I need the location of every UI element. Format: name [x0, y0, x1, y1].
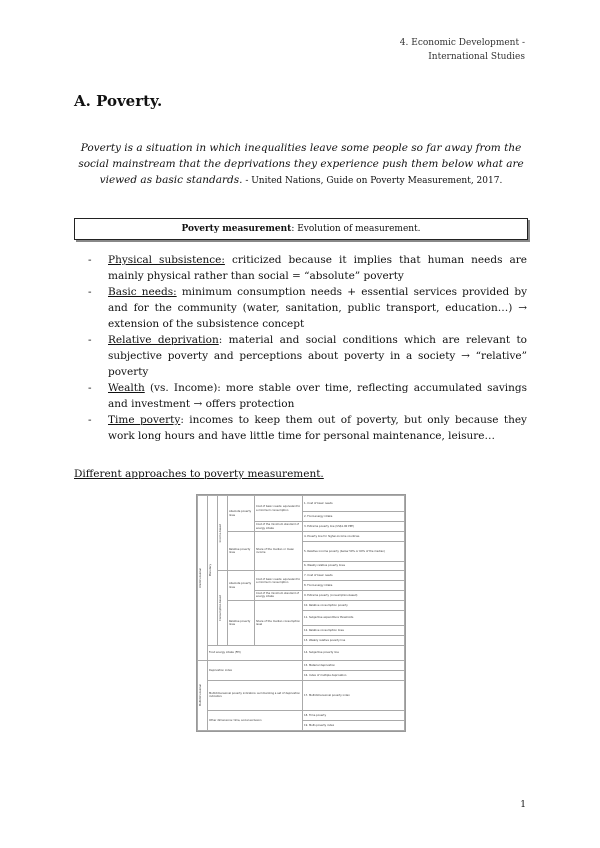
definition-term: Basic needs: [108, 286, 177, 298]
cell-item-3: 3. Extreme poverty line (US$1.90 PPP) [303, 522, 405, 532]
cell-item-13: 13. Weakly relative poverty line [303, 635, 405, 645]
cell-fei-method: Food energy intake (FEI) [208, 645, 303, 660]
cell-item-18: 18. Time poverty [303, 711, 405, 721]
section-title: A. Poverty. [74, 92, 163, 110]
box-bold: Poverty measurement [181, 224, 292, 234]
definition-item: - Time poverty: incomes to keep them out of poverty, but only because they work long hours and have little time for personal maintenance, leisure… [88, 414, 527, 442]
measurement-box [74, 218, 528, 240]
cell-deprivation-index: Deprivation index [208, 660, 303, 680]
cell-food-energy-1: Cost of the minimum standard of energy intake [255, 522, 303, 532]
cell-item-16: 16. Index of multiple deprivation [303, 670, 405, 680]
definition-text: criticized because it implies that human needs are mainly physical rather than social = “absolute” poverty [108, 254, 528, 282]
cell-multidimensional: Multidimensional [199, 684, 202, 707]
running-header [325, 36, 525, 64]
definition-item: - Wealth (vs. Income): more stable over time, reflecting accumulated savings and investment → offers protection [88, 382, 527, 410]
cell-consumption-based: Consumption-based [219, 595, 222, 621]
cell-item-1: 1. Cost of basic needs [303, 496, 405, 512]
cell-cost-needs-2: Cost of basic needs: equivalent to a minimum consumption [255, 571, 303, 591]
cell-abs-line-2: Absolute poverty lines [228, 571, 255, 600]
cell-item-15: 15. Material deprivation [303, 660, 405, 670]
cell-unidimensional: Unidimensional [199, 567, 202, 588]
cell-item-14: 14. Subjective poverty line [303, 645, 405, 660]
cell-item-7: 7. Cost of basic needs [303, 571, 405, 581]
definition-item: - Physical subsistence: criticized because it implies that human needs are mainly physical rather than social = “absolute” poverty [88, 254, 528, 282]
approaches-heading: Different approaches to poverty measurement. [74, 468, 324, 480]
cell-rel-line-2: Relative poverty lines [228, 600, 255, 645]
cell-item-12: 12. Relative consumption lines [303, 625, 405, 635]
cell-rel-line-1: Relative poverty lines [228, 532, 255, 571]
cell-share-median-2: Share of the median consumption level [255, 600, 303, 645]
un-quote [74, 140, 528, 189]
cell-food-energy-2: Cost of the minimum standard of energy intake [255, 591, 303, 601]
cell-item-4: 4. Poverty line for higher-income countries [303, 532, 405, 542]
quote-source: - United Nations, Guide on Poverty Measurement, 2017. [242, 176, 503, 186]
cell-other-dimensions: Other dimensions: time, social exclusion [208, 711, 303, 731]
cell-item-9: 9. Extreme poverty (consumption-based) [303, 591, 405, 601]
definition-text: minimum consumption needs + essential services provided by and for the community (water, sanitation, public transport, education…) → extension of the subsistence concept [108, 286, 528, 330]
cell-cost-needs-1: Cost of basic needs: equivalent to a minimum consumption [255, 496, 303, 522]
cell-mpi: Multidimensional poverty indicators: summarizing a set of deprivation indicators [208, 680, 303, 711]
definition-text: : material and social conditions which are relevant to subjective poverty and perceptions about poverty in a society → “relative” poverty [108, 334, 527, 378]
definition-item: - Basic needs: minimum consumption needs + essential services provided by and for the community (water, sanitation, public transport, education…) → extension of the subsistence concept [88, 286, 528, 330]
poverty-approaches-table [196, 494, 406, 732]
cell-item-10: 10. Relative consumption poverty [303, 600, 405, 610]
definition-term: Relative deprivation [108, 334, 219, 346]
cell-item-19: 19. Multi-poverty index [303, 721, 405, 731]
page-number: 1 [520, 800, 526, 810]
cell-monetary: Monetary [209, 564, 212, 577]
quote-text: Poverty is a situation in which inequalities leave some people so far away from the social mainstream that the deprivations they experience push them below what are viewed as basic standards. [78, 142, 524, 186]
cell-income-based: Income-based [219, 524, 222, 543]
cell-item-2: 2. Food-energy intake [303, 512, 405, 522]
box-rest: : Evolution of measurement. [291, 224, 421, 234]
header-line-1: 4. Economic Development - [399, 38, 525, 48]
definition-term: Wealth [108, 382, 145, 394]
cell-item-8: 8. Food-energy intake [303, 581, 405, 591]
cell-item-17: 17. Multidimensional poverty index [303, 680, 405, 711]
cell-item-5: 5. Relative income poverty (below 50% or 60% of the median) [303, 541, 405, 561]
definition-term: Physical subsistence: [108, 254, 225, 266]
definition-text: (vs. Income): more stable over time, reflecting accumulated savings and investment → offers protection [108, 382, 527, 410]
definition-term: Time poverty [108, 414, 181, 426]
cell-share-median-1: Share of the median or mean income [255, 532, 303, 571]
definition-item: - Relative deprivation: material and social conditions which are relevant to subjective poverty and perceptions about poverty in a society → “relative” poverty [88, 334, 527, 378]
cell-abs-line-1: Absolute poverty lines [228, 496, 255, 532]
cell-item-6: 6. Weakly relative poverty lines [303, 561, 405, 571]
definition-text: : incomes to keep them out of poverty, but only because they work long hours and have little time for personal maintenance, leisure… [108, 414, 527, 442]
header-line-2: International Studies [428, 52, 525, 62]
definition-list [74, 252, 527, 444]
cell-item-11: 11. Subjective expenditure thresholds [303, 610, 405, 625]
